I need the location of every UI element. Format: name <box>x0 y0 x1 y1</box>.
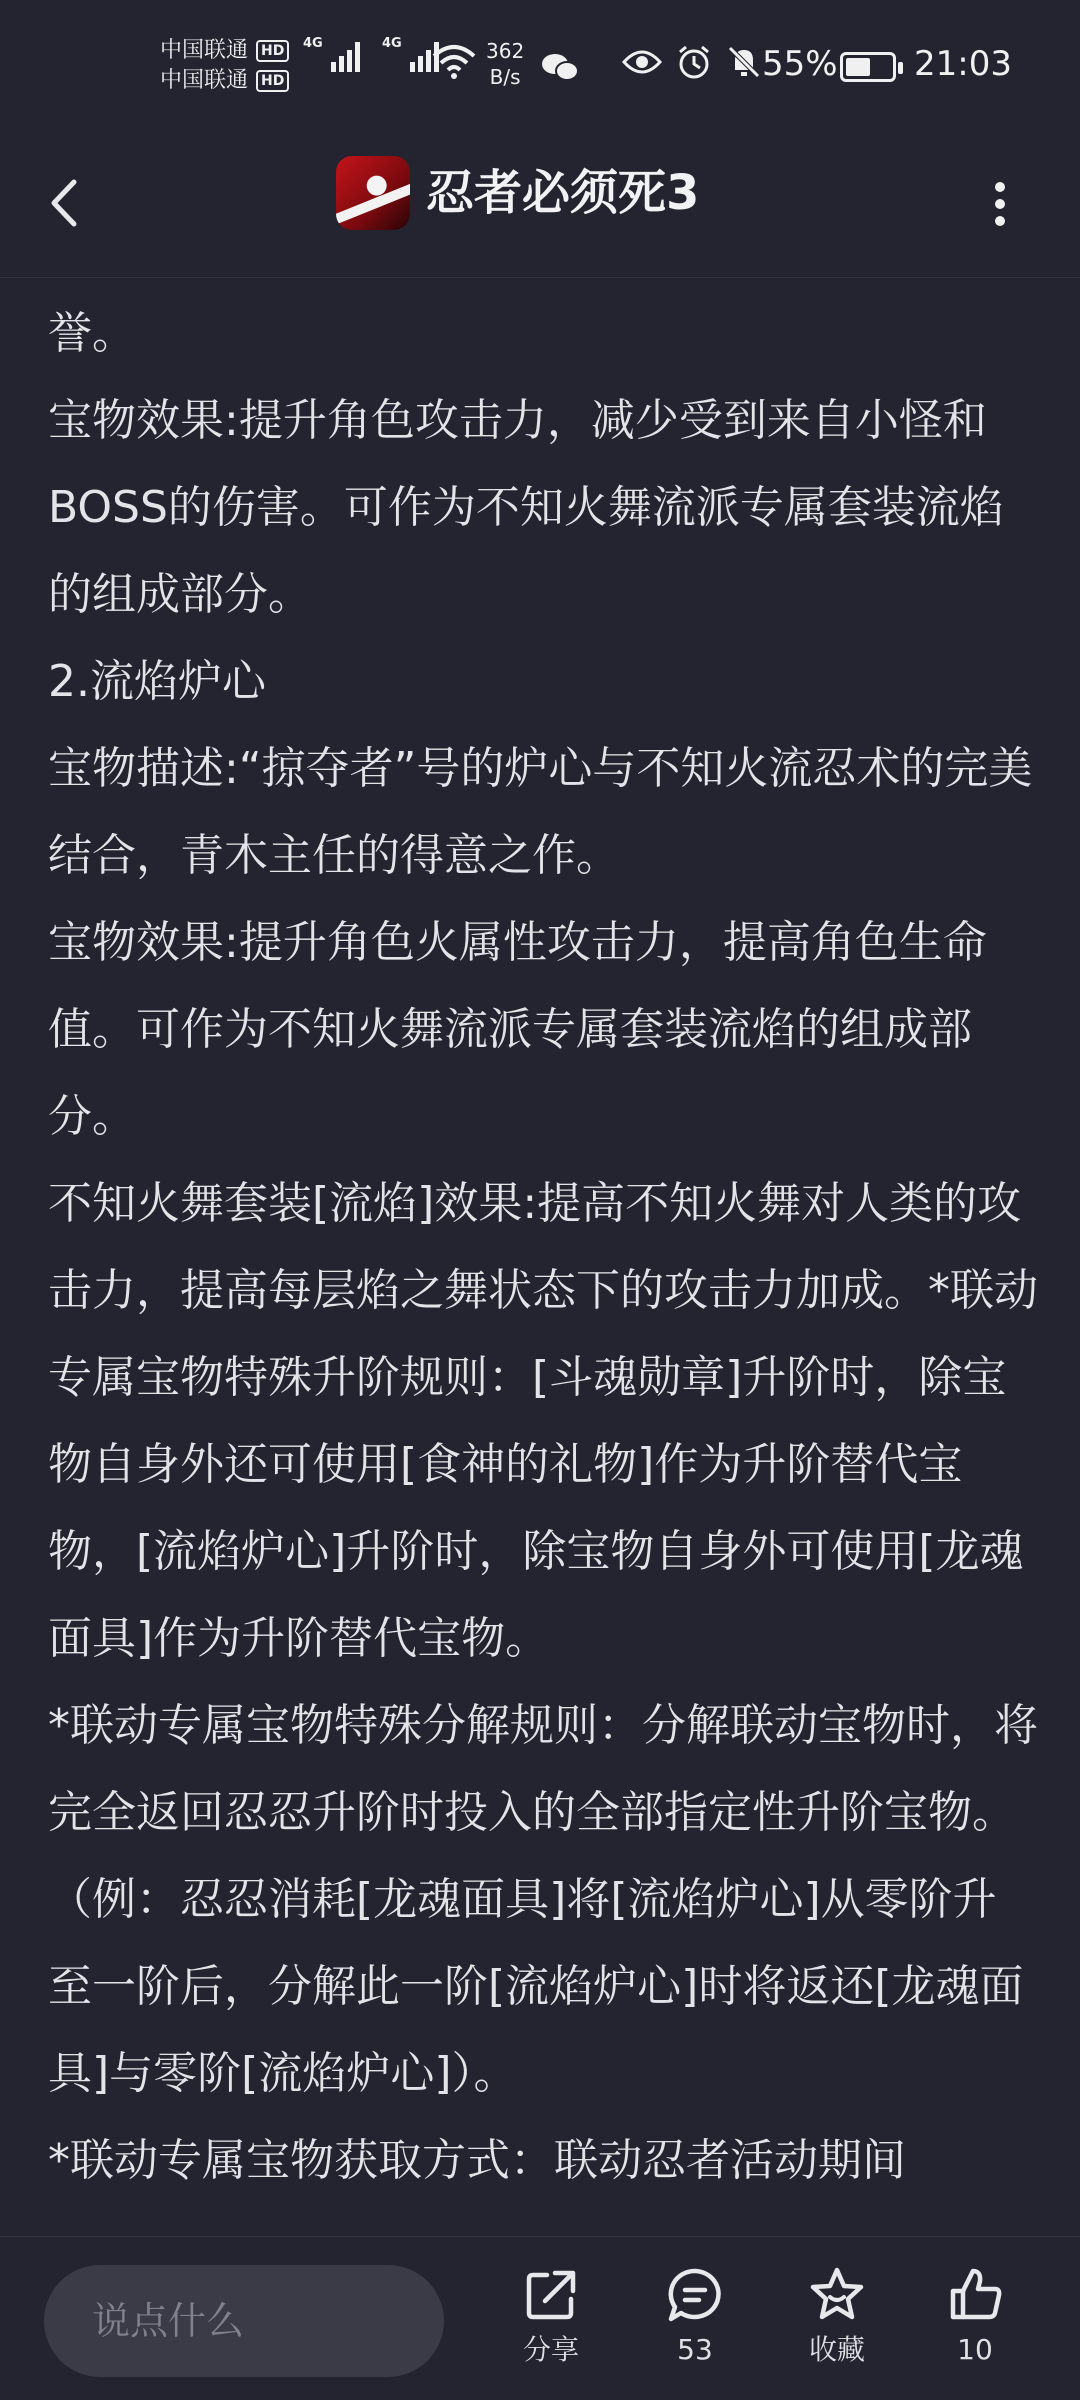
battery-percent: 55% <box>762 44 838 84</box>
wifi-icon <box>432 44 476 84</box>
comment-input[interactable]: 说点什么 <box>44 2265 444 2377</box>
signal-1-icon: 4G <box>305 42 360 72</box>
clock: 21:03 <box>914 44 1012 84</box>
mute-icon <box>726 44 762 80</box>
game-logo[interactable] <box>336 156 410 230</box>
more-options-button[interactable] <box>982 174 1018 234</box>
share-icon <box>521 2265 581 2325</box>
signal-2-icon: 4G <box>384 42 439 72</box>
article-paragraph: 2.流焰炉心 <box>48 656 266 707</box>
article-paragraph: 不知火舞套装[流焰]效果:提高不知火舞对人类的攻击力，提高每层焰之舞状态下的攻击力加成。*联动专属宝物特殊升阶规则：[斗魂勋章]升阶时，除宝物自身外还可使用[食神的礼物]作为升阶替代宝物，[流焰炉心]升阶时，除宝物自身外可使用[龙魂面具]作为升阶替代宝物。 <box>48 1178 1038 1664</box>
more-vertical-icon <box>995 182 1005 192</box>
comment-bubble-icon <box>665 2265 725 2325</box>
battery-icon <box>840 52 896 82</box>
share-button[interactable] <box>496 2265 606 2367</box>
hd-badge: HD <box>256 40 289 62</box>
like-button[interactable] <box>920 2265 1030 2367</box>
favorite-label: 收藏 <box>808 2333 865 2366</box>
article-paragraph: 誉。 <box>48 308 136 359</box>
article-paragraph: 宝物效果:提升角色攻击力，减少受到来自小怪和BOSS的伤害。可作为不知火舞流派专属套装流焰的组成部分。 <box>48 395 1004 620</box>
carrier-2-name: 中国联通 <box>160 68 249 93</box>
back-button[interactable] <box>40 168 90 238</box>
article-body <box>48 290 1038 2240</box>
thumbs-up-icon <box>945 2265 1005 2325</box>
alarm-icon <box>676 44 712 80</box>
bottom-action-bar <box>0 2236 1080 2400</box>
page-title[interactable]: 忍者必须死3 <box>426 165 700 221</box>
network-speed: 362 B/s <box>486 39 525 89</box>
comment-count: 53 <box>677 2333 713 2366</box>
article-paragraph: *联动专属宝物获取方式：联动忍者活动期间 <box>48 2135 906 2186</box>
wechat-icon <box>540 52 580 86</box>
app-header <box>0 130 1080 278</box>
signal-indicators <box>303 36 439 72</box>
favorite-button[interactable] <box>782 2265 892 2367</box>
star-smile-icon <box>807 2265 867 2325</box>
system-icons <box>622 44 762 80</box>
battery-fill <box>846 58 870 76</box>
hd-badge: HD <box>256 70 289 92</box>
eye-icon <box>622 48 662 76</box>
article-paragraph: 宝物描述:“掠夺者”号的炉心与不知火流忍术的完美结合，青木主任的得意之作。 <box>48 743 1033 881</box>
comments-button[interactable] <box>640 2265 750 2367</box>
status-bar <box>0 0 1080 130</box>
article-paragraph: *联动专属宝物特殊分解规则：分解联动宝物时，将完全返回忍忍升阶时投入的全部指定性升阶宝物。（例：忍忍消耗[龙魂面具]将[流焰炉心]从零阶升至一阶后，分解此一阶[流焰炉心]时将返还[龙魂面具]与零阶[流焰炉心]）。 <box>48 1700 1038 2099</box>
like-count: 10 <box>957 2333 993 2366</box>
carrier-info <box>160 36 289 96</box>
carrier-1-name: 中国联通 <box>160 38 249 63</box>
chevron-left-icon <box>40 168 90 238</box>
article-paragraph: 宝物效果:提升角色火属性攻击力，提高角色生命值。可作为不知火舞流派专属套装流焰的组成部分。 <box>48 917 987 1142</box>
share-label: 分享 <box>522 2333 579 2366</box>
